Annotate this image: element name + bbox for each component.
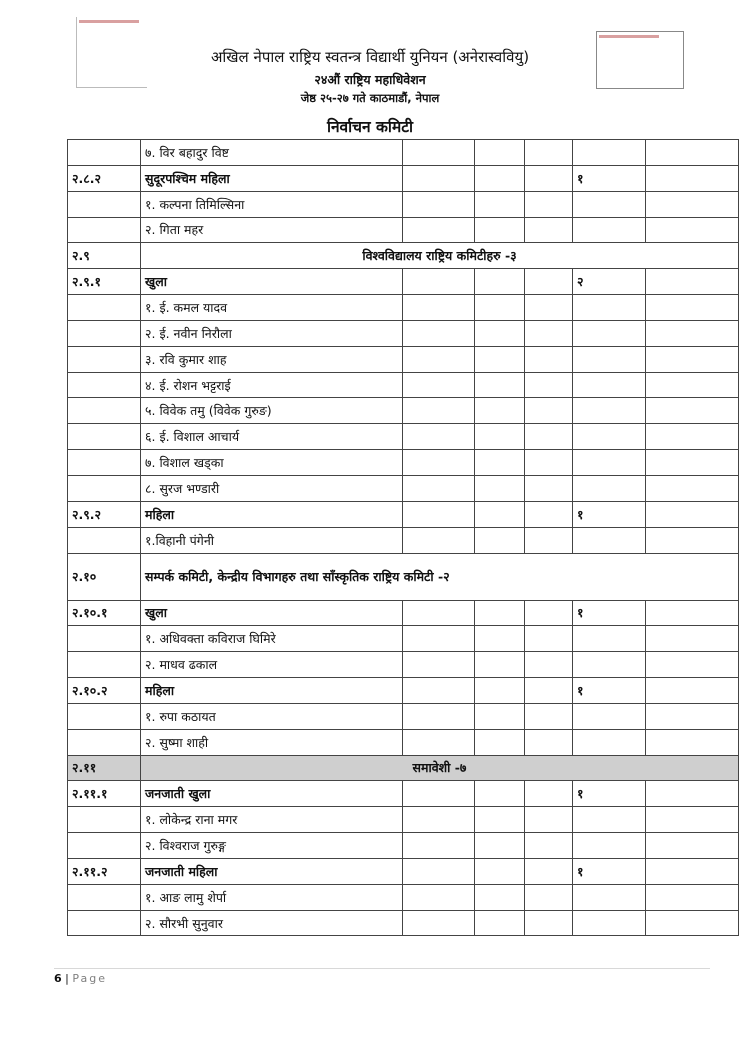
subgroup-label: महिला bbox=[141, 678, 403, 704]
empty-cell bbox=[403, 527, 475, 553]
empty-cell bbox=[573, 295, 646, 321]
empty-cell bbox=[475, 346, 525, 372]
member-row bbox=[68, 475, 739, 501]
empty-cell bbox=[573, 729, 646, 755]
empty-cell bbox=[403, 295, 475, 321]
empty-cell bbox=[403, 217, 475, 243]
empty-cell bbox=[475, 269, 525, 295]
empty-cell bbox=[525, 295, 573, 321]
member-name: २. सौरभी सुनुवार bbox=[141, 910, 403, 936]
empty-cell bbox=[646, 527, 739, 553]
member-row bbox=[68, 217, 739, 243]
empty-cell bbox=[525, 781, 573, 807]
code-cell-empty bbox=[68, 475, 141, 501]
empty-cell bbox=[646, 165, 739, 191]
member-name: ८. सुरज भण्डारी bbox=[141, 475, 403, 501]
member-name: ५. विवेक तमु (विवेक गुरुङ) bbox=[141, 398, 403, 424]
empty-cell bbox=[475, 398, 525, 424]
empty-cell bbox=[403, 626, 475, 652]
seat-count: १ bbox=[573, 858, 646, 884]
code-cell-empty bbox=[68, 217, 141, 243]
empty-cell bbox=[646, 346, 739, 372]
empty-cell bbox=[475, 165, 525, 191]
empty-cell bbox=[646, 807, 739, 833]
seat-count: १ bbox=[573, 501, 646, 527]
empty-cell bbox=[573, 140, 646, 166]
empty-cell bbox=[646, 652, 739, 678]
empty-cell bbox=[403, 884, 475, 910]
member-name: १. रुपा कठायत bbox=[141, 703, 403, 729]
empty-cell bbox=[403, 833, 475, 859]
empty-cell bbox=[475, 475, 525, 501]
empty-cell bbox=[475, 424, 525, 450]
member-name: २. माधव ढकाल bbox=[141, 652, 403, 678]
empty-cell bbox=[525, 269, 573, 295]
code-cell-empty bbox=[68, 910, 141, 936]
empty-cell bbox=[403, 729, 475, 755]
group-row bbox=[68, 243, 739, 269]
empty-cell bbox=[646, 424, 739, 450]
subgroup-code: २.११.२ bbox=[68, 858, 141, 884]
seat-count: १ bbox=[573, 600, 646, 626]
empty-cell bbox=[475, 600, 525, 626]
member-row bbox=[68, 450, 739, 476]
empty-cell bbox=[646, 398, 739, 424]
empty-cell bbox=[475, 910, 525, 936]
subgroup-label: खुला bbox=[141, 269, 403, 295]
member-name: ४. ई. रोशन भट्टराई bbox=[141, 372, 403, 398]
code-cell-empty bbox=[68, 703, 141, 729]
empty-cell bbox=[525, 858, 573, 884]
empty-cell bbox=[475, 295, 525, 321]
seat-count: १ bbox=[573, 678, 646, 704]
member-name: २. सुष्मा शाही bbox=[141, 729, 403, 755]
member-row bbox=[68, 191, 739, 217]
empty-cell bbox=[475, 450, 525, 476]
group-code: २.९ bbox=[68, 243, 141, 269]
empty-cell bbox=[475, 320, 525, 346]
group-label: विश्वविद्यालय राष्ट्रिय कमिटीहरु -३ bbox=[141, 243, 739, 269]
member-row bbox=[68, 372, 739, 398]
code-cell-empty bbox=[68, 191, 141, 217]
empty-cell bbox=[475, 833, 525, 859]
empty-cell bbox=[403, 807, 475, 833]
empty-cell bbox=[403, 600, 475, 626]
empty-cell bbox=[525, 165, 573, 191]
empty-cell bbox=[646, 910, 739, 936]
empty-cell bbox=[475, 191, 525, 217]
empty-cell bbox=[646, 833, 739, 859]
empty-cell bbox=[403, 269, 475, 295]
member-name: १.विहानी पंगेनी bbox=[141, 527, 403, 553]
member-row bbox=[68, 729, 739, 755]
member-name: ७. विशाल खड्का bbox=[141, 450, 403, 476]
empty-cell bbox=[573, 833, 646, 859]
empty-cell bbox=[475, 807, 525, 833]
empty-cell bbox=[403, 191, 475, 217]
empty-cell bbox=[646, 729, 739, 755]
empty-cell bbox=[646, 703, 739, 729]
empty-cell bbox=[525, 833, 573, 859]
member-name: १. आङ लामु शेर्पा bbox=[141, 884, 403, 910]
empty-cell bbox=[525, 191, 573, 217]
member-name: २. ई. नवीन निरौला bbox=[141, 320, 403, 346]
empty-cell bbox=[403, 475, 475, 501]
subgroup-code: २.१०.१ bbox=[68, 600, 141, 626]
date-place: जेष्ठ २५-२७ गते काठमाडौं, नेपाल bbox=[300, 91, 440, 105]
subgroup-label: सुदूरपश्चिम महिला bbox=[141, 165, 403, 191]
empty-cell bbox=[475, 781, 525, 807]
member-row bbox=[68, 884, 739, 910]
code-cell-empty bbox=[68, 884, 141, 910]
group-row bbox=[68, 553, 739, 600]
empty-cell bbox=[525, 372, 573, 398]
member-row bbox=[68, 910, 739, 936]
code-cell-empty bbox=[68, 807, 141, 833]
member-row bbox=[68, 626, 739, 652]
empty-cell bbox=[475, 217, 525, 243]
empty-cell bbox=[403, 140, 475, 166]
code-cell-empty bbox=[68, 346, 141, 372]
empty-cell bbox=[525, 703, 573, 729]
empty-cell bbox=[525, 527, 573, 553]
empty-cell bbox=[525, 424, 573, 450]
subgroup-code: २.९.२ bbox=[68, 501, 141, 527]
empty-cell bbox=[573, 217, 646, 243]
member-name: १. अधिवक्ता कविराज घिमिरे bbox=[141, 626, 403, 652]
empty-cell bbox=[573, 527, 646, 553]
code-cell-empty bbox=[68, 833, 141, 859]
seat-count: २ bbox=[573, 269, 646, 295]
empty-cell bbox=[646, 600, 739, 626]
member-name: १. कल्पना तिमिल्सिना bbox=[141, 191, 403, 217]
seat-count: १ bbox=[573, 781, 646, 807]
empty-cell bbox=[475, 729, 525, 755]
member-row bbox=[68, 295, 739, 321]
empty-cell bbox=[573, 703, 646, 729]
empty-cell bbox=[403, 858, 475, 884]
empty-cell bbox=[525, 807, 573, 833]
empty-cell bbox=[475, 703, 525, 729]
empty-cell bbox=[646, 372, 739, 398]
empty-cell bbox=[475, 626, 525, 652]
empty-cell bbox=[646, 626, 739, 652]
empty-cell bbox=[475, 140, 525, 166]
code-cell-empty bbox=[68, 729, 141, 755]
empty-cell bbox=[525, 475, 573, 501]
empty-cell bbox=[646, 884, 739, 910]
empty-cell bbox=[475, 501, 525, 527]
subgroup-row bbox=[68, 165, 739, 191]
member-row bbox=[68, 833, 739, 859]
empty-cell bbox=[646, 781, 739, 807]
empty-cell bbox=[646, 217, 739, 243]
subgroup-row bbox=[68, 858, 739, 884]
empty-cell bbox=[573, 910, 646, 936]
seat-count: १ bbox=[573, 165, 646, 191]
empty-cell bbox=[573, 398, 646, 424]
code-cell-empty bbox=[68, 140, 141, 166]
empty-cell bbox=[403, 703, 475, 729]
candidate-table bbox=[67, 139, 739, 936]
code-cell-empty bbox=[68, 372, 141, 398]
code-cell-empty bbox=[68, 398, 141, 424]
footer-separator: | bbox=[61, 972, 73, 985]
member-name: ६. ई. विशाल आचार्य bbox=[141, 424, 403, 450]
empty-cell bbox=[525, 600, 573, 626]
empty-cell bbox=[646, 269, 739, 295]
empty-cell bbox=[475, 652, 525, 678]
subgroup-row bbox=[68, 781, 739, 807]
empty-cell bbox=[403, 372, 475, 398]
empty-cell bbox=[525, 217, 573, 243]
empty-cell bbox=[525, 398, 573, 424]
empty-cell bbox=[403, 678, 475, 704]
footer-divider bbox=[54, 968, 710, 969]
code-cell-empty bbox=[68, 424, 141, 450]
empty-cell bbox=[573, 424, 646, 450]
member-row bbox=[68, 398, 739, 424]
empty-cell bbox=[525, 450, 573, 476]
subgroup-code: २.८.२ bbox=[68, 165, 141, 191]
empty-cell bbox=[525, 652, 573, 678]
member-name: २. विश्वराज गुरुङ्ग bbox=[141, 833, 403, 859]
member-row bbox=[68, 424, 739, 450]
code-cell-empty bbox=[68, 626, 141, 652]
empty-cell bbox=[646, 320, 739, 346]
empty-cell bbox=[646, 858, 739, 884]
empty-cell bbox=[646, 191, 739, 217]
subgroup-code: २.१०.२ bbox=[68, 678, 141, 704]
empty-cell bbox=[573, 652, 646, 678]
empty-cell bbox=[475, 678, 525, 704]
empty-cell bbox=[403, 652, 475, 678]
empty-cell bbox=[525, 884, 573, 910]
page-number: 6 bbox=[54, 972, 62, 985]
subgroup-code: २.९.१ bbox=[68, 269, 141, 295]
empty-cell bbox=[573, 191, 646, 217]
empty-cell bbox=[573, 372, 646, 398]
member-name: १. ई. कमल यादव bbox=[141, 295, 403, 321]
convention-title: २४औं राष्ट्रिय महाधिवेशन bbox=[314, 72, 426, 87]
subgroup-row bbox=[68, 269, 739, 295]
empty-cell bbox=[573, 346, 646, 372]
empty-cell bbox=[475, 527, 525, 553]
subgroup-row bbox=[68, 678, 739, 704]
empty-cell bbox=[646, 295, 739, 321]
empty-cell bbox=[573, 807, 646, 833]
member-row bbox=[68, 320, 739, 346]
subgroup-row bbox=[68, 501, 739, 527]
code-cell-empty bbox=[68, 320, 141, 346]
member-name: ७. विर बहादुर विष्ट bbox=[141, 140, 403, 166]
group-code: २.१० bbox=[68, 553, 141, 600]
empty-cell bbox=[525, 501, 573, 527]
subgroup-label: खुला bbox=[141, 600, 403, 626]
empty-cell bbox=[525, 729, 573, 755]
logo-placeholder-left bbox=[76, 17, 147, 88]
empty-cell bbox=[525, 678, 573, 704]
empty-cell bbox=[525, 320, 573, 346]
group-label: सम्पर्क कमिटी, केन्द्रीय विभागहरु तथा साँस्कृतिक राष्ट्रिय कमिटी -२ bbox=[141, 553, 739, 600]
org-name: अखिल नेपाल राष्ट्रिय स्वतन्त्र विद्यार्थी युनियन (अनेरास्ववियु) bbox=[210, 48, 530, 66]
group-label: समावेशी -७ bbox=[141, 755, 739, 781]
empty-cell bbox=[403, 424, 475, 450]
empty-cell bbox=[646, 140, 739, 166]
empty-cell bbox=[646, 501, 739, 527]
code-cell-empty bbox=[68, 527, 141, 553]
page-word: Page bbox=[72, 972, 107, 985]
empty-cell bbox=[646, 475, 739, 501]
empty-cell bbox=[573, 884, 646, 910]
group-row bbox=[68, 755, 739, 781]
member-name: २. गिता महर bbox=[141, 217, 403, 243]
empty-cell bbox=[403, 320, 475, 346]
logo-placeholder-right bbox=[596, 31, 684, 89]
empty-cell bbox=[573, 626, 646, 652]
empty-cell bbox=[403, 781, 475, 807]
member-row bbox=[68, 703, 739, 729]
empty-cell bbox=[646, 678, 739, 704]
empty-cell bbox=[475, 372, 525, 398]
subgroup-code: २.११.१ bbox=[68, 781, 141, 807]
empty-cell bbox=[646, 450, 739, 476]
empty-cell bbox=[403, 450, 475, 476]
empty-cell bbox=[573, 320, 646, 346]
empty-cell bbox=[573, 475, 646, 501]
subgroup-row bbox=[68, 600, 739, 626]
empty-cell bbox=[403, 910, 475, 936]
subgroup-label: महिला bbox=[141, 501, 403, 527]
code-cell-empty bbox=[68, 295, 141, 321]
group-code: २.११ bbox=[68, 755, 141, 781]
empty-cell bbox=[403, 398, 475, 424]
empty-cell bbox=[525, 910, 573, 936]
empty-cell bbox=[525, 346, 573, 372]
empty-cell bbox=[403, 165, 475, 191]
code-cell-empty bbox=[68, 450, 141, 476]
empty-cell bbox=[403, 346, 475, 372]
member-row bbox=[68, 346, 739, 372]
empty-cell bbox=[525, 626, 573, 652]
member-row bbox=[68, 652, 739, 678]
page-footer bbox=[54, 972, 107, 985]
empty-cell bbox=[525, 140, 573, 166]
member-row bbox=[68, 140, 739, 166]
member-row bbox=[68, 527, 739, 553]
member-name: ३. रवि कुमार शाह bbox=[141, 346, 403, 372]
empty-cell bbox=[403, 501, 475, 527]
code-cell-empty bbox=[68, 652, 141, 678]
member-row bbox=[68, 807, 739, 833]
empty-cell bbox=[475, 858, 525, 884]
subgroup-label: जनजाती खुला bbox=[141, 781, 403, 807]
committee-title: निर्वाचन कमिटी bbox=[326, 118, 414, 136]
empty-cell bbox=[475, 884, 525, 910]
subgroup-label: जनजाती महिला bbox=[141, 858, 403, 884]
member-name: १. लोकेन्द्र राना मगर bbox=[141, 807, 403, 833]
empty-cell bbox=[573, 450, 646, 476]
